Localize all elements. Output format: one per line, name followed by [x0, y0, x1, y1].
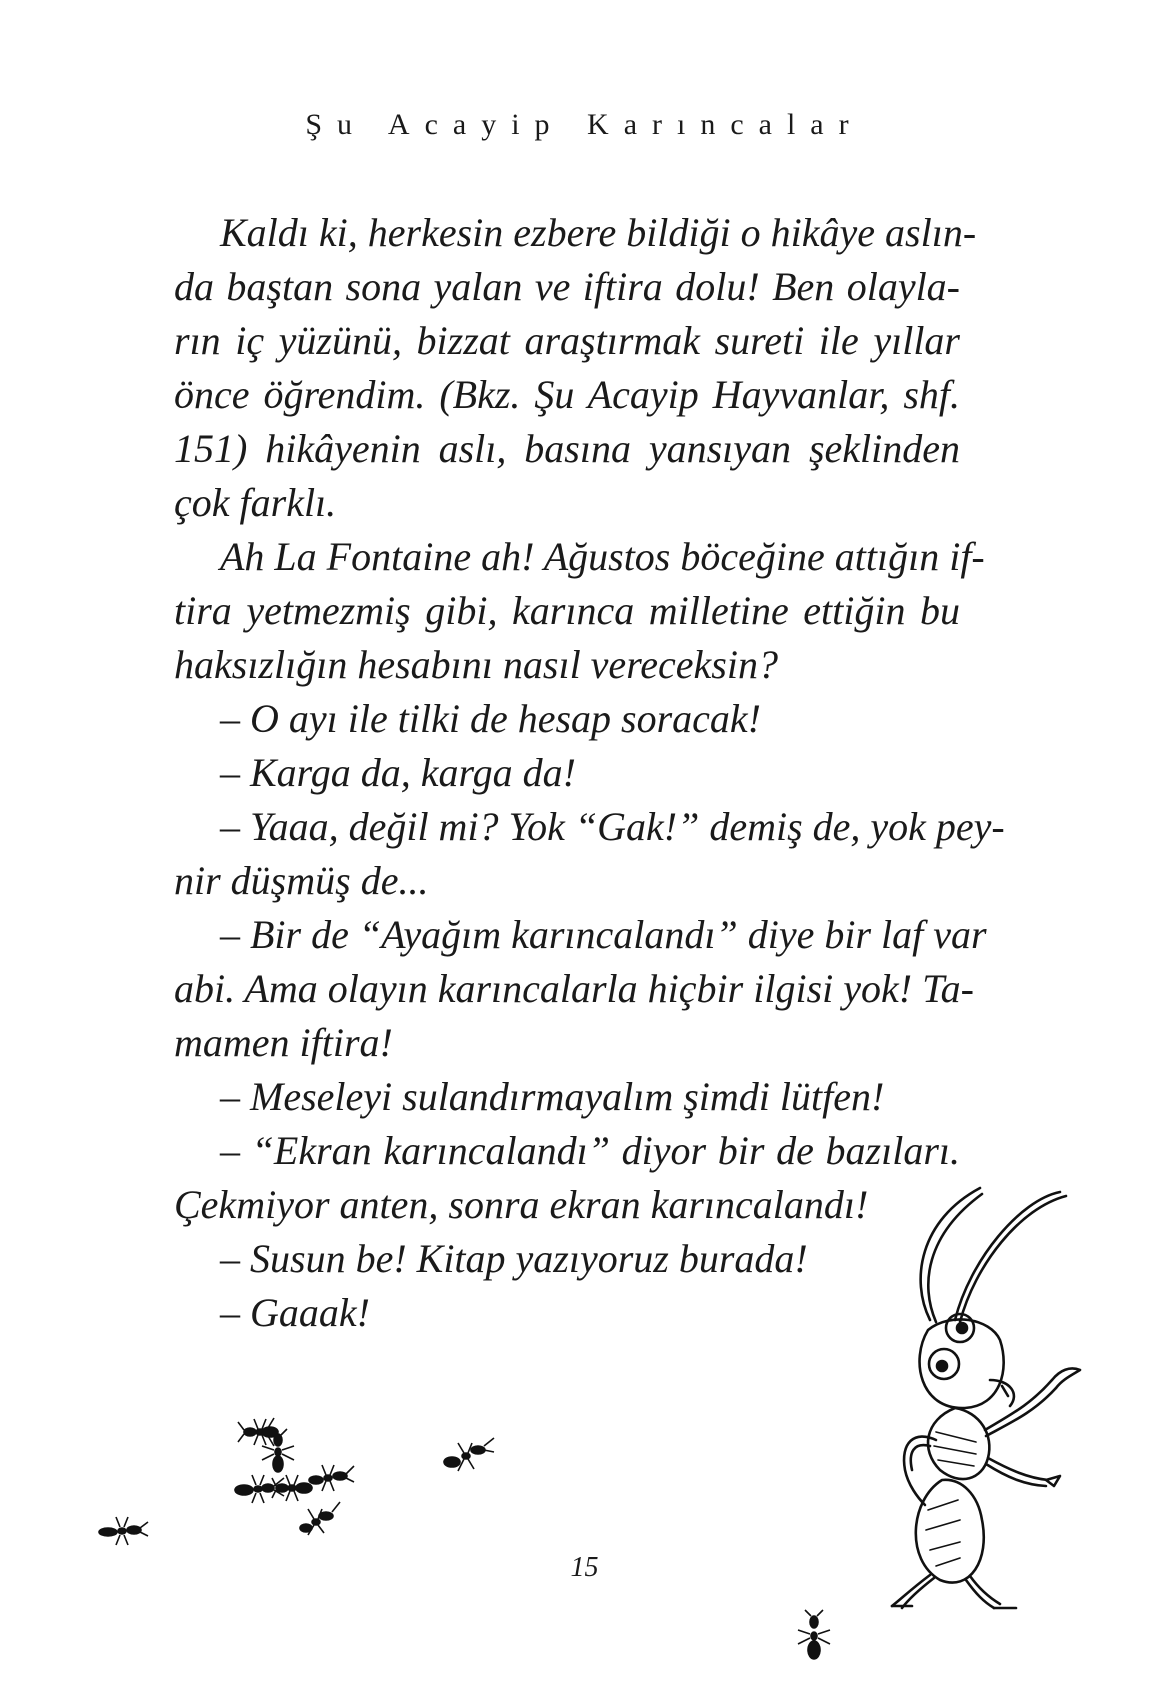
text-line: önce öğrendim. (Bkz. Şu Acayip Hayvanlar, shf. [174, 372, 960, 417]
small-ant-icon [296, 1500, 342, 1540]
text-line: rın iç yüzünü, bizzat araştırmak sureti ile yıllar [174, 318, 960, 363]
text-line: da baştan sona yalan ve iftira dolu! Ben olayla- [174, 264, 960, 309]
small-ant-icon [94, 1512, 150, 1548]
small-ant-icon [306, 1460, 356, 1496]
text-line: – “Ekran karıncalandı” diyor bir de bazıları. [220, 1128, 960, 1173]
text-line: Kaldı ki, herkesin ezbere bildiği o hikâye aslın- [220, 210, 977, 255]
small-ant-icon [440, 1436, 496, 1476]
text-line: tira yetmezmiş gibi, karınca milletine ettiğin bu [174, 588, 960, 633]
text-line: – Gaaak! [220, 1290, 370, 1335]
text-line: – Karga da, karga da! [220, 750, 576, 795]
text-line: nir düşmüş de... [174, 858, 429, 903]
body-text [174, 206, 1005, 1340]
text-line: – Yaaa, değil mi? Yok “Gak!” demiş de, yok pey- [220, 804, 1005, 849]
page-number: 15 [570, 1552, 599, 1583]
text-line: abi. Ama olayın karıncalarla hiçbir ilgisi yok! Ta- [174, 966, 974, 1011]
cartoon-ant-icon [870, 1180, 1100, 1610]
text-line: – Susun be! Kitap yazıyoruz burada! [220, 1236, 808, 1281]
text-line: 151) hikâyenin aslı, basına yansıyan şeklinden [174, 426, 960, 471]
text-line: mamen iftira! [174, 1020, 393, 1065]
text-line: – O ayı ile tilki de hesap soracak! [220, 696, 761, 741]
text-line: – Meseleyi sulandırmayalım şimdi lütfen! [220, 1074, 885, 1119]
text-line: haksızlığın hesabını nasıl vereceksin? [174, 642, 778, 687]
small-ant-icon [794, 1610, 834, 1666]
text-line: Çekmiyor anten, sonra ekran karıncalandı! [174, 1182, 869, 1227]
text-line: – Bir de “Ayağım karıncalandı” diye bir laf var [220, 912, 987, 957]
running-title: Şu Acayip Karıncalar [305, 108, 864, 141]
text-line: çok farklı. [174, 480, 337, 525]
text-line: Ah La Fontaine ah! Ağustos böceğine attığın if- [220, 534, 985, 579]
